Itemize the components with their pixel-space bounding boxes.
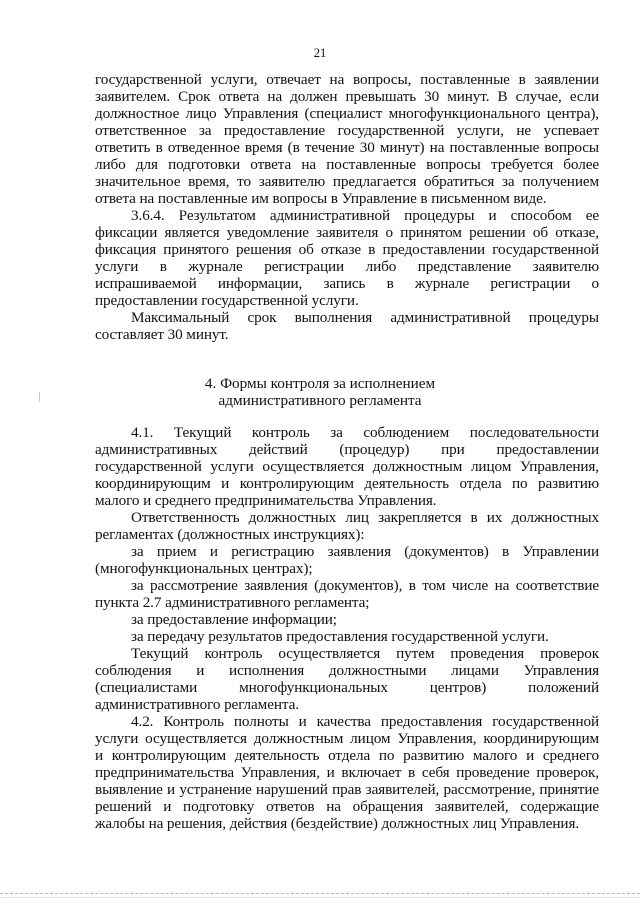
- text-line: и контролирующим деятельность отдела по развитию малого и среднего: [95, 747, 599, 764]
- text-line: за рассмотрение заявления (документов), в том числе на соответствие: [131, 577, 599, 594]
- text-line: ответственное за предоставление государственной услуги, не успевает: [95, 122, 599, 139]
- text-line: административного регламента.: [95, 696, 299, 713]
- text-line: фиксация принятого решения об отказе в предоставлении государственной: [95, 241, 599, 258]
- text-line: пункта 2.7 административного регламента;: [95, 594, 370, 611]
- text-line: значительное время, то заявителю предлагается обратиться за получением: [95, 173, 599, 190]
- text-line: координирующим и контролирующим деятельность отдела по развитию: [95, 475, 599, 492]
- text-line: услуги осуществляется должностным лицом Управления, координирующим: [95, 730, 599, 747]
- text-line: Максимальный срок выполнения административной процедуры: [131, 309, 599, 326]
- text-line: малого и среднего предпринимательства Управления.: [95, 492, 437, 509]
- text-line: регламентах (должностных инструкциях):: [95, 526, 365, 543]
- text-line: государственной услуги, отвечает на вопросы, поставленные в заявлении: [95, 71, 599, 88]
- text-line: заявителем. Срок ответа на должен превышать 30 минут. В случае, если: [95, 88, 599, 105]
- text-line: составляет 30 минут.: [95, 326, 229, 343]
- text-line: выявление и устранение нарушений прав заявителей, рассмотрение, принятие: [95, 781, 599, 798]
- text-line: соблюдения и исполнения должностными лицами Управления: [95, 662, 599, 679]
- text-line: (многофункциональных центрах);: [95, 560, 313, 577]
- text-line: за передачу результатов предоставления государственной услуги.: [131, 628, 549, 645]
- text-line: должностное лицо Управления (специалист многофункционального центра),: [95, 105, 599, 122]
- text-line: Текущий контроль осуществляется путем проведения проверок: [131, 645, 599, 662]
- section-heading: административного регламента: [218, 392, 422, 409]
- text-line: ответа на поставленные им вопросы в Управление в письменном виде.: [95, 190, 547, 207]
- text-line: предоставлении государственной услуги.: [95, 292, 359, 309]
- text-line: 3.6.4. Результатом административной процедуры и способом ее: [131, 207, 599, 224]
- scan-artifact-line: [0, 897, 640, 899]
- text-line: государственной услуги осуществляется должностным лицом Управления,: [95, 458, 599, 475]
- text-line: жалобы на решения, действия (бездействие) должностных лиц Управления.: [95, 815, 580, 832]
- text-line: административных действий (процедур) при предоставлении: [95, 441, 599, 458]
- text-line: испрашиваемой информации, запись в журнале регистрации о: [95, 275, 599, 292]
- page-number: 21: [313, 46, 327, 60]
- text-line: решений и подготовку ответов на обращения заявителей, содержащие: [95, 798, 599, 815]
- text-line: фиксации является уведомление заявителя о принятом решении об отказе,: [95, 224, 599, 241]
- text-line: 4.1. Текущий контроль за соблюдением последовательности: [131, 424, 599, 441]
- text-line: 4.2. Контроль полноты и качества предоставления государственной: [131, 713, 599, 730]
- text-line: услуги в журнале регистрации либо представление заявителю: [95, 258, 599, 275]
- text-line: за прием и регистрацию заявления (документов) в Управлении: [131, 543, 599, 560]
- text-line: (специалистами многофункциональных центров) положений: [95, 679, 599, 696]
- text-line: за предоставление информации;: [131, 611, 337, 628]
- scan-artifact-line: [0, 893, 640, 895]
- text-line: предпринимательства Управления, и включает в себя проведение проверок,: [95, 764, 599, 781]
- section-heading: 4. Формы контроля за исполнением: [204, 375, 436, 392]
- text-line: либо для подготовки ответа на поставленные вопросы требуется более: [95, 156, 599, 173]
- text-line: ответить в отведенное время (в течение 30 минут) на поставленные вопросы: [95, 139, 599, 156]
- text-line: Ответственность должностных лиц закрепляется в их должностных: [131, 509, 599, 526]
